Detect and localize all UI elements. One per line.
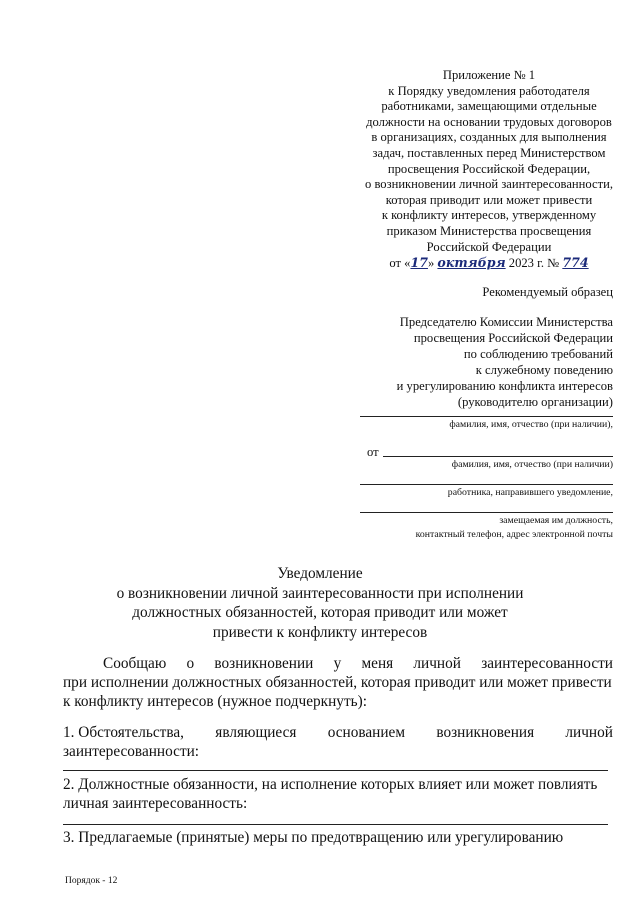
sender-worker-caption: работника, направившего уведомление, <box>447 487 613 498</box>
notice-heading <box>100 564 540 642</box>
appendix-line: работниками, замещающими отдельные <box>381 99 597 114</box>
intro-word: заинтересованности <box>481 655 613 672</box>
item-1 <box>63 723 613 761</box>
addressee-line: просвещения Российской Федерации <box>413 331 613 345</box>
sender-position-caption: замещаемая им должность, <box>499 515 613 526</box>
sender-worker-line <box>360 484 613 485</box>
appendix-line: задач, поставленных перед Министерством <box>372 145 606 160</box>
notice-subtitle-line: привести к конфликту интересов <box>212 623 428 641</box>
item-3-line-1: 3. Предлагаемые (принятые) меры по предотвращению или урегулированию <box>63 829 564 846</box>
sender-position-line <box>360 512 613 513</box>
intro-line-2: при исполнении должностных обязанностей, которая приводит или может привести <box>63 674 612 691</box>
item-1-line-2: заинтересованности: <box>63 743 200 760</box>
item-1-word: 1. Обстоятельства, <box>63 724 184 741</box>
recipient-name-line <box>360 416 613 417</box>
order-number: 774 <box>562 255 589 271</box>
addressee-line: к служебному поведению <box>475 363 613 377</box>
intro-word: у <box>333 655 342 672</box>
intro-line-1 <box>63 654 613 673</box>
item-2-line-2: личная заинтересованность: <box>63 795 248 812</box>
date-day: 17 <box>410 255 428 271</box>
appendix-line: о возникновении личной заинтересованности, <box>365 177 613 192</box>
date-prefix: от « <box>389 256 411 271</box>
addressee-line: и урегулированию конфликта интересов <box>396 379 613 393</box>
recipient-name-caption: фамилия, имя, отчество (при наличии), <box>449 419 613 430</box>
addressee-line: Председателю Комиссии Министерства <box>399 315 613 329</box>
appendix-line: к Порядку уведомления работодателя <box>388 83 590 98</box>
item-1-answer-line <box>63 770 608 771</box>
intro-paragraph <box>63 654 613 711</box>
item-1-word: возникновения <box>436 724 535 741</box>
item-1-word: являющиеся <box>215 724 297 741</box>
item-2 <box>63 775 613 813</box>
item-1-word: личной <box>565 724 613 741</box>
appendix-line: которая приводит или может привести <box>385 192 593 207</box>
appendix-line: к конфликту интересов, утвержденному <box>381 208 597 223</box>
item-2-answer-line <box>63 824 608 825</box>
intro-word: личной <box>413 655 461 672</box>
appendix-line: в организациях, созданных для выполнения <box>371 130 607 145</box>
sender-name-caption: фамилия, имя, отчество (при наличии) <box>451 459 613 470</box>
intro-word: меня <box>361 655 394 672</box>
from-label: от <box>367 445 379 459</box>
intro-line-3: к конфликту интересов (нужное подчеркнуть): <box>63 693 367 710</box>
sender-contacts-caption: контактный телефон, адрес электронной почты <box>415 529 613 540</box>
item-1-word: основанием <box>327 724 406 741</box>
addressee-line: по соблюдению требований <box>463 347 613 361</box>
date-month: октября <box>437 255 506 271</box>
appendix-date-line <box>320 255 640 272</box>
page-footer: Порядок - 12 <box>65 876 118 886</box>
appendix-line: Российской Федерации <box>426 239 552 254</box>
appendix-title: Приложение № 1 <box>442 68 536 82</box>
addressee-line: (руководителю организации) <box>457 395 613 409</box>
sample-label: Рекомендуемый образец <box>482 285 613 299</box>
date-mid: » <box>427 256 435 271</box>
item-1-line-1 <box>63 723 613 742</box>
sender-name-line <box>383 456 613 457</box>
appendix-header <box>320 68 640 272</box>
intro-word: о <box>186 655 195 672</box>
intro-word: возникновении <box>214 655 314 672</box>
notice-subtitle-line: о возникновении личной заинтересованности при исполнении <box>116 584 524 602</box>
item-3 <box>63 828 613 847</box>
appendix-line: приказом Министерства просвещения <box>386 223 592 238</box>
appendix-line: должности на основании трудовых договоров <box>366 114 612 129</box>
addressee-block <box>313 314 613 410</box>
item-2-line-1: 2. Должностные обязанности, на исполнение которых влияет или может повлиять <box>63 776 598 793</box>
notice-title: Уведомление <box>277 565 363 582</box>
appendix-line: просвещения Российской Федерации, <box>387 161 591 176</box>
date-year: 2023 г. № <box>508 256 560 271</box>
intro-word: Сообщаю <box>103 655 167 672</box>
notice-subtitle-line: должностных обязанностей, которая приводит или может <box>132 604 508 621</box>
